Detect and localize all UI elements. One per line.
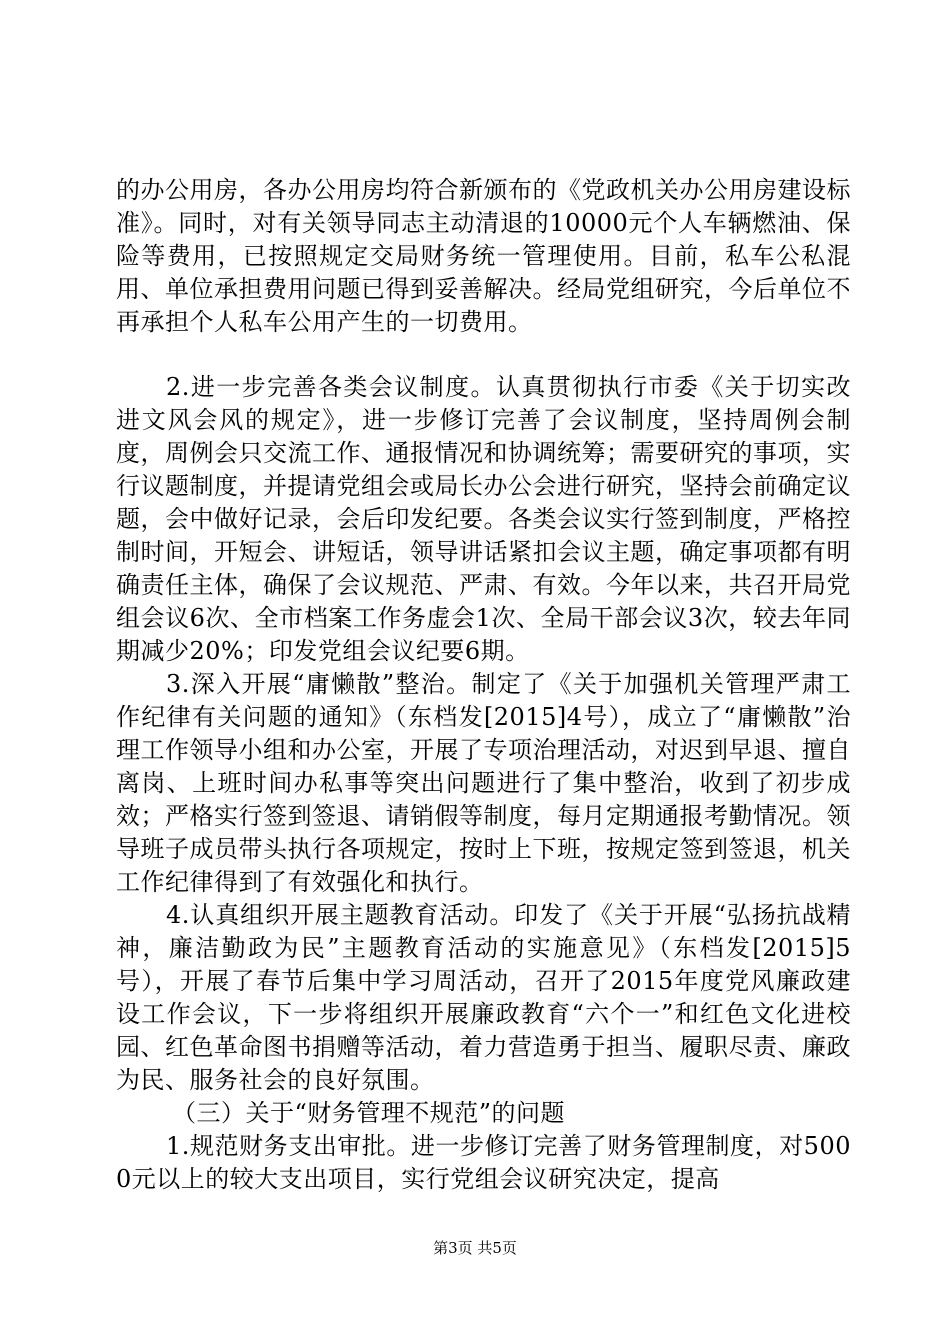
paragraph-meeting-system: 2.进一步完善各类会议制度。认真贯彻执行市委《关于切实改进文风会风的规定》，进一步修订完善了会议制度，坚持周例会制度，周例会只交流工作、通报情况和协调统筹；需要研究的事项，实行议题制度，并提请党组会或局长办公会进行研究，坚持会前确定议题，会中做好记录，会后印发纪要。各类会议实行签到制度，严格控制时间，开短会、讲短话，领导讲话紧扣会议主题，确定事项都有明确责任主体，确保了会议规范、严肃、有效。今年以来，共召开局党组会议6次、全市档案工作务虚会1次、全局干部会议3次，较去年同期减少20%；印发党组会议纪要6期。 xyxy=(116,373,851,665)
page-footer xyxy=(0,1238,950,1258)
paragraph-finance-approval: 1.规范财务支出审批。进一步修订完善了财务管理制度，对5000元以上的较大支出项目，实行党组会议研究决定，提高 xyxy=(116,1132,851,1193)
document-body xyxy=(116,174,851,1196)
paragraph-laziness-rectification: 3.深入开展“庸懒散”整治。制定了《关于加强机关管理严肃工作纪律有关问题的通知》（东档发[2015]4号），成立了“庸懒散”治理工作领导小组和办公室，开展了专项治理活动，对迟到早退、擅自离岗、上班时间办私事等突出问题进行了集中整治，收到了初步成效；严格实行签到签退、请销假等制度，每月定期通报考勤情况。领导班子成员带头执行各项规定，按时上下班，按规定签到签退，机关工作纪律得到了有效强化和执行。 xyxy=(116,670,851,896)
paragraph-theme-education: 4.认真组织开展主题教育活动。印发了《关于开展“弘扬抗战精神，廉洁勤政为民”主题教育活动的实施意见》（东档发[2015]5号），开展了春节后集中学习周活动，召开了2015年度党风廉政建设工作会议，下一步将组织开展廉政教育“六个一”和红色文化进校园、红色革命图书捐赠等活动，着力营造勇于担当、履职尽责、廉政为民、服务社会的良好氛围。 xyxy=(116,901,851,1094)
page-indicator: 第3页 共5页 xyxy=(433,1239,517,1257)
section-heading-finance: （三）关于“财务管理不规范”的问题 xyxy=(172,1099,566,1127)
paragraph-continuation: 的办公用房，各办公用房均符合新颁布的《党政机关办公用房建设标准》。同时，对有关领导同志主动清退的10000元个人车辆燃油、保险等费用，已按照规定交局财务统一管理使用。目前，私车公私混用、单位承担费用问题已得到妥善解决。经局党组研究，今后单位不再承担个人私车公用产生的一切费用。 xyxy=(116,176,851,336)
